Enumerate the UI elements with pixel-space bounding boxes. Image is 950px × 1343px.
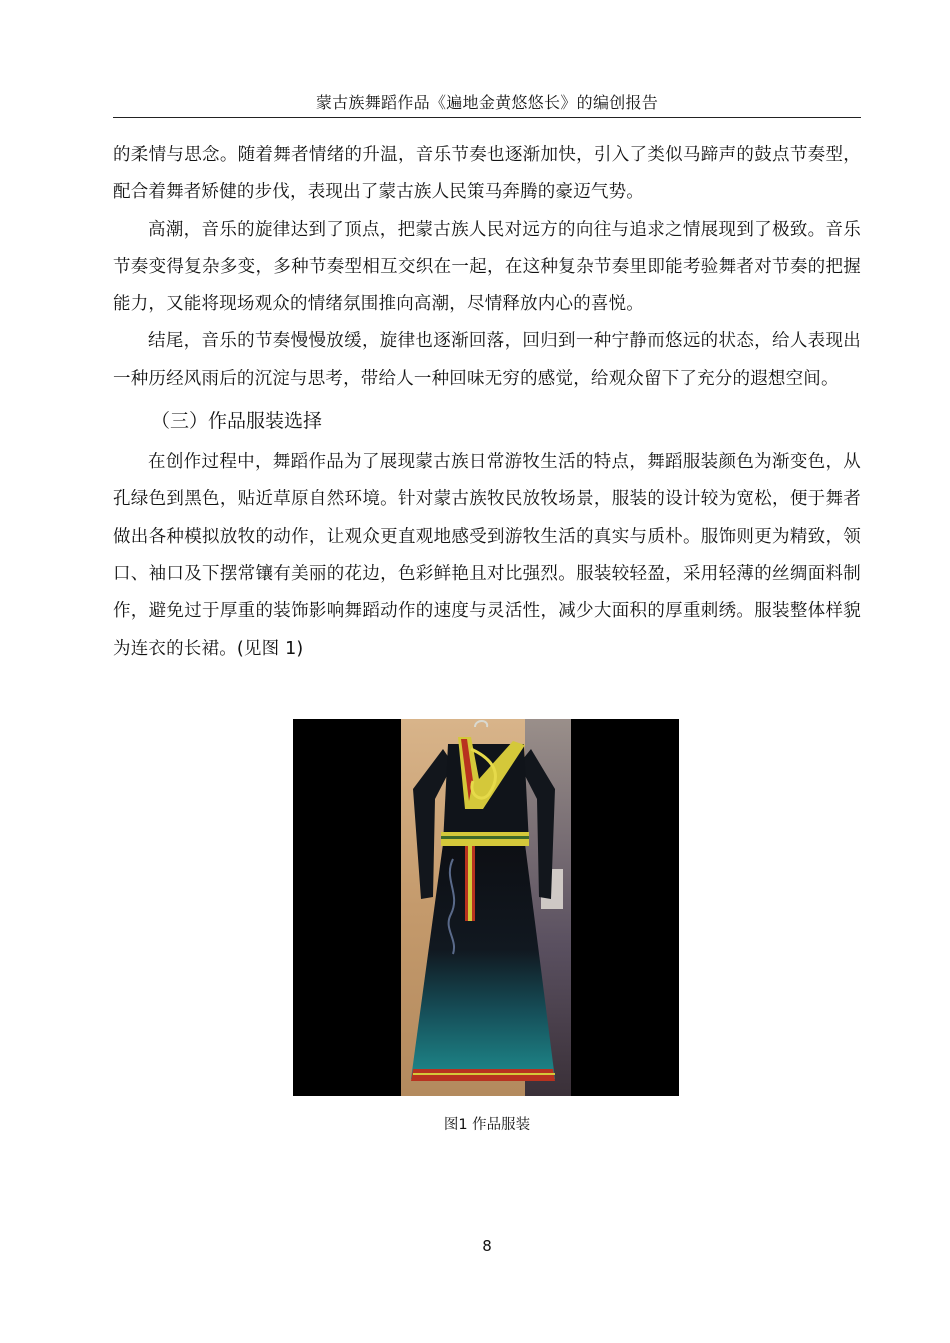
sash-gold <box>468 846 472 921</box>
page-number: 8 <box>482 1237 492 1255</box>
paragraph-2: 高潮，音乐的旋律达到了顶点，把蒙古族人民对远方的向往与追求之情展现到了极致。音乐节奏变得复杂多变，多种节奏型相互交织在一起，在这种复杂节奏里即能考验舞者对节奏的把握能力，又能将现场观众的情绪氛围推向高潮，尽情释放内心的喜悦。 <box>113 219 861 315</box>
paragraph-3: 结尾，音乐的节奏慢慢放缓，旋律也逐渐回落，回归到一种宁静而悠远的状态，给人表现出一种历经风雨后的沉淀与思考，带给人一种回味无穷的感觉，给观众留下了充分的遐想空间。 <box>113 331 861 389</box>
running-header: 蒙古族舞蹈作品《遍地金黄悠悠长》的编创报告 <box>315 93 659 112</box>
figure-caption: 图1 作品服装 <box>443 1117 531 1133</box>
paragraph-4: 在创作过程中，舞蹈作品为了展现蒙古族日常游牧生活的特点，舞蹈服装颜色为渐变色，从孔绿色到黑色，贴近草原自然环境。针对蒙古族牧民放牧场景，服装的设计较为宽松，便于舞者做出各种模拟放牧的动作，让观众更直观地感受到游牧生活的真实与质朴。服饰则更为精致，领口、袖口及下摆常镶有美丽的花边，色彩鲜艳且对比强烈。服装较轻盈，采用轻薄的丝绸面料制作，避免过于厚重的装饰影响舞蹈动作的速度与灵活性，减少大面积的厚重刺绣。服装整体样貌为连衣的长裙。(见图 1) <box>113 452 861 659</box>
section-heading: （三）作品服装选择 <box>151 410 323 433</box>
costume-photo <box>293 719 679 1096</box>
main-content <box>113 137 861 668</box>
dress-illustration <box>293 719 679 1096</box>
header-divider <box>113 117 861 118</box>
paragraph-1: 的柔情与思念。随着舞者情绪的升温，音乐节奏也逐渐加快，引入了类似马蹄声的鼓点节奏型，配合着舞者矫健的步伐，表现出了蒙古族人民策马奔腾的豪迈气势。 <box>113 145 861 203</box>
belt-stripe <box>441 836 529 839</box>
